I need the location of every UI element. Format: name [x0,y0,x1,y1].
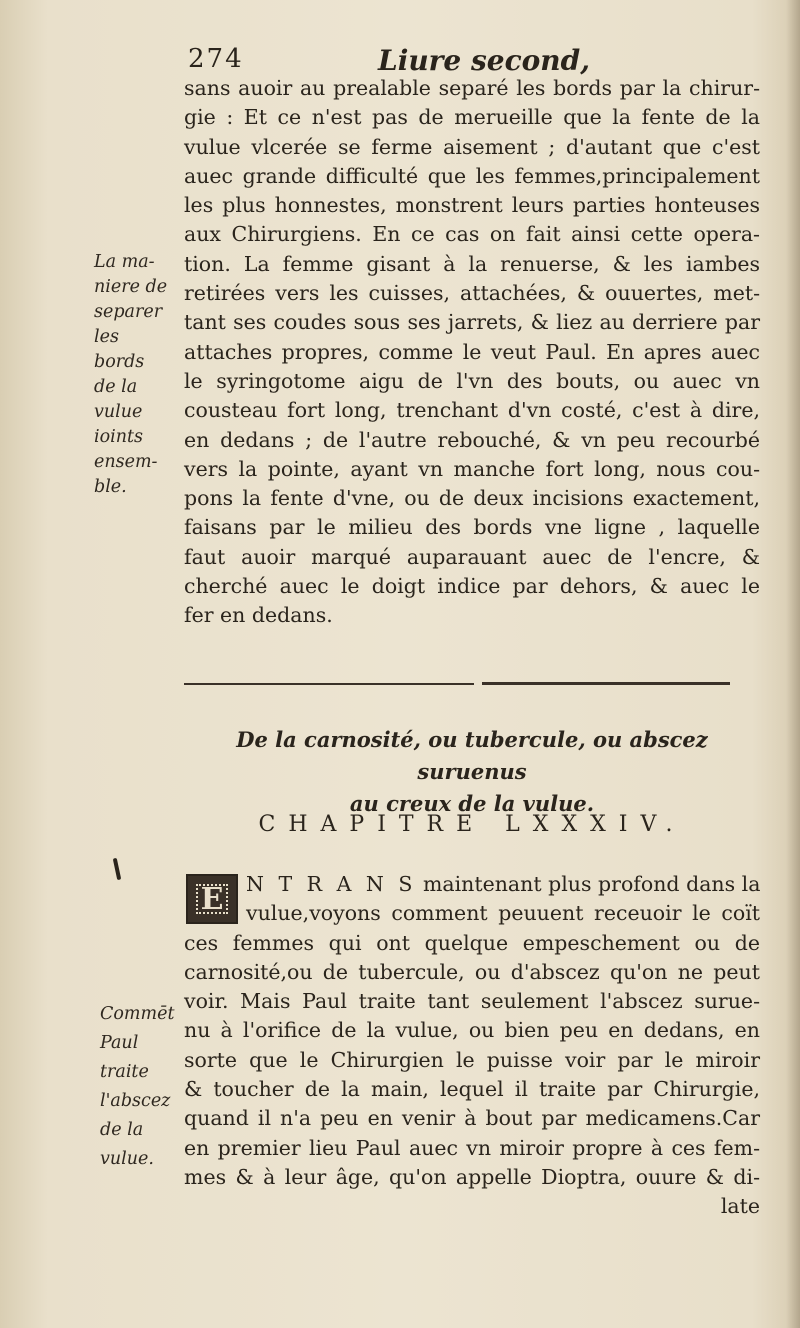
text-fragment: maintenant plus profond dans la [416,872,761,896]
text-line: cousteau fort long, trenchant d'vn costé, c'est à dire, [184,398,760,423]
margin-line: vulue. [100,1149,154,1169]
text-line: tant ses coudes sous ses jarrets, & liez au derriere par [184,310,760,335]
margin-line: niere de [94,277,168,297]
margin-line: Commēt [100,1004,175,1024]
text-line: sans auoir au prealable separé les bords par la chirur- [184,76,760,100]
margin-line: de la [94,377,138,397]
text-line: faut auoir marqué auparauant auec de l'encre, & [184,544,760,569]
text-line: vulue vlcerée se ferme aisement ; d'autant que c'est [184,134,760,159]
chapter-heading: CHAPITRE LXXXIV. [258,812,686,837]
page-edge-shadow [786,0,800,1328]
text-line: fer en dedans. [184,603,333,628]
text-line: en premier lieu Paul auec vn miroir propre à ces fem- [184,1135,760,1160]
first-word-spaced: N T R A N S [246,872,417,896]
text-line: mes & à leur âge, qu'on appelle Dioptra, ouure & di- [184,1164,760,1189]
margin-note-paul [100,1000,175,1174]
margin-line: vulue [94,402,143,422]
section-title-line: De la carnosité, ou tubercule, ou abscez suruenus [236,727,708,784]
text-line: auec grande difficulté que les femmes,principalement [184,163,760,188]
text-line: quand il n'a peu en venir à bout par medicamens.Car [184,1106,760,1131]
text-line: sorte que le Chirurgien le puisse voir par le miroir [184,1047,760,1072]
margin-note-separer [94,250,167,500]
margin-line: La ma- [94,252,155,272]
text-line: voir. Mais Paul traite tant seulement l'abscez surue- [184,989,760,1014]
running-head: Liure second, [378,44,590,77]
margin-line: ble. [94,477,127,497]
text-line: pons la fente d'vne, ou de deux incisions exactement, [184,486,760,511]
text-line: vulue,voyons comment peuuent receuoir le coït [246,901,760,926]
margin-line: de la [100,1120,144,1140]
margin-line: separer [94,302,163,322]
section-divider [184,682,730,686]
catchword: late [720,1194,760,1219]
text-line: faisans par le milieu des bords vne ligne , laquelle [184,515,760,540]
text-line: cherché auec le doigt indice par dehors, & auec le [184,574,760,599]
text-line: carnosité,ou de tubercule, ou d'abscez qu'on ne peut [184,959,760,984]
text-line: aux Chirurgiens. En ce cas on fait ainsi cette opera- [184,222,760,247]
paragraph-2 [184,870,760,1222]
margin-line: bords [94,352,145,372]
margin-line: ioints [94,427,144,447]
dropcap-letter: E [200,882,224,917]
dropcap-ornament [186,874,238,924]
margin-line: Paul [100,1033,139,1053]
paragraph-1 [184,74,760,631]
text-line [184,870,760,899]
page-number: 274 [188,44,244,74]
section-title-line: au creux de la vulue. [349,791,595,816]
margin-line: traite [100,1062,149,1082]
divider-segment [184,683,474,685]
text-line: le syringotome aigu de l'vn des bouts, ou auec vn [184,368,760,393]
text-line: gie : Et ce n'est pas de merueille que la fente de la [184,105,760,130]
margin-line: les [94,327,119,347]
margin-line: l'abscez [100,1091,171,1111]
text-line: ces femmes qui ont quelque empeschement ou de [184,930,760,955]
text-line: attaches propres, comme le veut Paul. En apres auec [184,339,760,364]
ink-mark [113,858,121,880]
divider-segment [482,682,730,685]
text-line: les plus honnestes, monstrent leurs parties honteuses [184,193,760,218]
margin-line: ensem- [94,452,158,472]
text-line: en dedans ; de l'autre rebouché, & vn peu recourbé [184,427,760,452]
text-line: & toucher de la main, lequel il traite par Chirurgie, [184,1077,760,1102]
text-line: vers la pointe, ayant vn manche fort long, nous cou- [184,456,760,481]
text-line: tion. La femme gisant à la renuerse, & les iambes [184,251,760,276]
text-line: nu à l'orifice de la vulue, ou bien peu en dedans, en [184,1018,760,1043]
section-title [184,724,760,820]
text-line: retirées vers les cuisses, attachées, & ouuertes, met- [184,281,760,306]
